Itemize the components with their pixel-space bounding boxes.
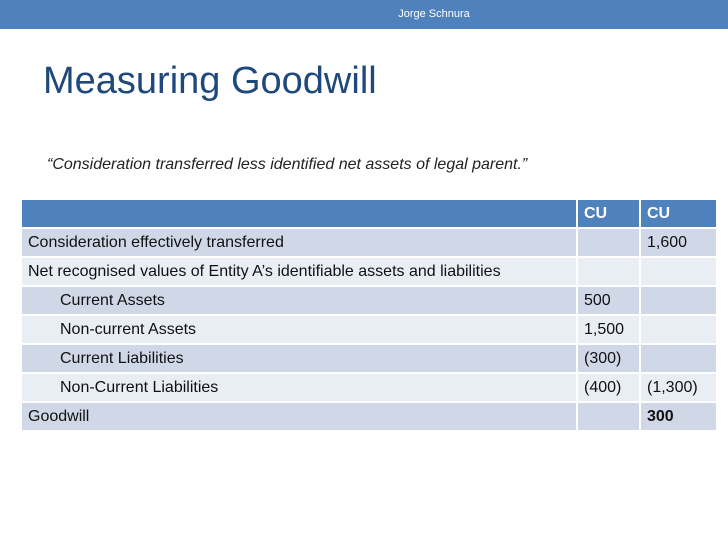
row-value-2 — [640, 315, 717, 344]
row-value-1: (300) — [577, 344, 640, 373]
row-value-1: 500 — [577, 286, 640, 315]
row-label: Non-current Assets — [21, 315, 577, 344]
definition-quote: “Consideration transferred less identified net assets of legal parent.” — [47, 156, 528, 173]
table-row — [21, 373, 717, 402]
row-value-1 — [577, 257, 640, 286]
row-label: Consideration effectively transferred — [21, 228, 577, 257]
header-cell-label — [21, 199, 577, 228]
row-value-2: 1,600 — [640, 228, 717, 257]
goodwill-table — [20, 198, 718, 432]
goodwill-total: 300 — [640, 402, 717, 431]
author-name: Jorge Schnura — [398, 8, 470, 20]
row-value-2 — [640, 344, 717, 373]
row-value-1 — [577, 228, 640, 257]
table-row — [21, 228, 717, 257]
row-value-1: 1,500 — [577, 315, 640, 344]
row-label: Current Assets — [21, 286, 577, 315]
header-cell-cu-1: CU — [577, 199, 640, 228]
table-header-row — [21, 199, 717, 228]
row-label: Net recognised values of Entity A’s identifiable assets and liabilities — [21, 257, 577, 286]
header-cell-cu-2: CU — [640, 199, 717, 228]
row-label: Non-Current Liabilities — [21, 373, 577, 402]
row-value-1: (400) — [577, 373, 640, 402]
row-value-2 — [640, 286, 717, 315]
table-row — [21, 315, 717, 344]
row-label: Goodwill — [21, 402, 577, 431]
table-row — [21, 344, 717, 373]
row-value-2: (1,300) — [640, 373, 717, 402]
table-row — [21, 286, 717, 315]
row-value-1 — [577, 402, 640, 431]
table-row-goodwill — [21, 402, 717, 431]
row-value-2 — [640, 257, 717, 286]
row-label: Current Liabilities — [21, 344, 577, 373]
page-title: Measuring Goodwill — [43, 60, 377, 102]
table-row — [21, 257, 717, 286]
